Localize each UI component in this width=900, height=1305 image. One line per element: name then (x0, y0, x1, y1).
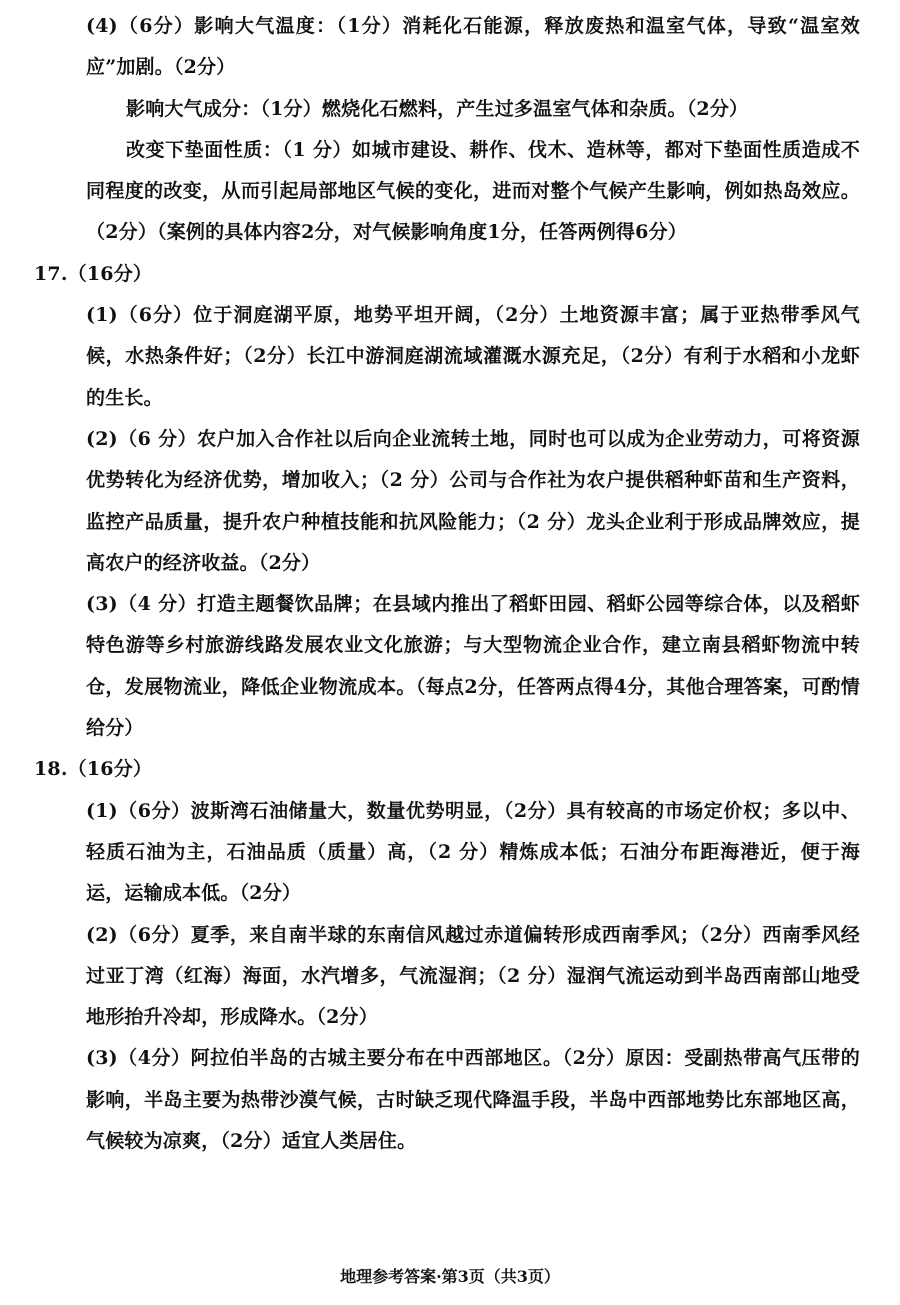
page-footer: 地理参考答案·第3页（共3页） (340, 1267, 560, 1286)
answer-paragraph-q18-1: (1)（6分）波斯湾石油储量大，数量优势明显，（2分）具有较高的市场定价权；多以中、轻质石油为主，石油品质（质量）高，（2 分）精炼成本低；石油分布距海港近，便于海运，运输成本低。（2分） (86, 799, 860, 905)
answer-content (34, 6, 860, 1162)
question-18-heading: 18.（16分） (34, 758, 153, 781)
question-17-heading: 17.（16分） (34, 262, 153, 285)
answer-paragraph-q18-3: (3)（4分）阿拉伯半岛的古城主要分布在中西部地区。（2分）原因：受副热带高气压带的影响，半岛主要为热带沙漠气候，古时缺乏现代降温手段，半岛中西部地势比东部地区高，气候较为凉爽，（2分）适宜人类居住。 (86, 1047, 860, 1153)
answer-paragraph-atmosphere-composition: 影响大气成分：（1分）燃烧化石燃料，产生过多温室气体和杂质。（2分） (126, 97, 749, 120)
answer-paragraph-underlying-surface: 改变下垫面性质：（1 分）如城市建设、耕作、伐木、造林等，都对下垫面性质造成不同程度的改变，从而引起局部地区气候的变化，进而对整个气候产生影响，例如热岛效应。（2分）（案例的具体内容2分，对气候影响角度1分，任答两例得6分） (86, 138, 860, 244)
answer-paragraph-q17-3: (3)（4 分）打造主题餐饮品牌；在县域内推出了稻虾田园、稻虾公园等综合体，以及稻虾特色游等乡村旅游线路发展农业文化旅游；与大型物流企业合作，建立南县稻虾物流中转仓，发展物流业，降低企业物流成本。（每点2分，任答两点得4分，其他合理答案，可酌情给分） (86, 593, 860, 740)
answer-paragraph-q17-2: (2)（6 分）农户加入合作社以后向企业流转土地，同时也可以成为企业劳动力，可将资源优势转化为经济优势，增加收入；（2 分）公司与合作社为农户提供稻种虾苗和生产资料，监控产品质量，提升农户种植技能和抗风险能力；（2 分）龙头企业利于形成品牌效应，提高农户的经济收益。（2分） (86, 427, 860, 574)
answer-paragraph-q16-4: (4)（6分）影响大气温度：（1分）消耗化石能源，释放废热和温室气体，导致“温室效应”加剧。（2分） (86, 15, 860, 79)
answer-paragraph-q18-2: (2)（6分）夏季，来自南半球的东南信风越过赤道偏转形成西南季风；（2分）西南季风经过亚丁湾（红海）海面，水汽增多，气流湿润；（2 分）湿润气流运动到半岛西南部山地受地形抬升冷却，形成降水。（2分） (86, 923, 860, 1029)
answer-paragraph-q17-1: (1)（6分）位于洞庭湖平原，地势平坦开阔，（2分）土地资源丰富；属于亚热带季风气候，水热条件好；（2分）长江中游洞庭湖流域灌溉水源充足，（2分）有利于水稻和小龙虾的生长。 (86, 304, 860, 409)
